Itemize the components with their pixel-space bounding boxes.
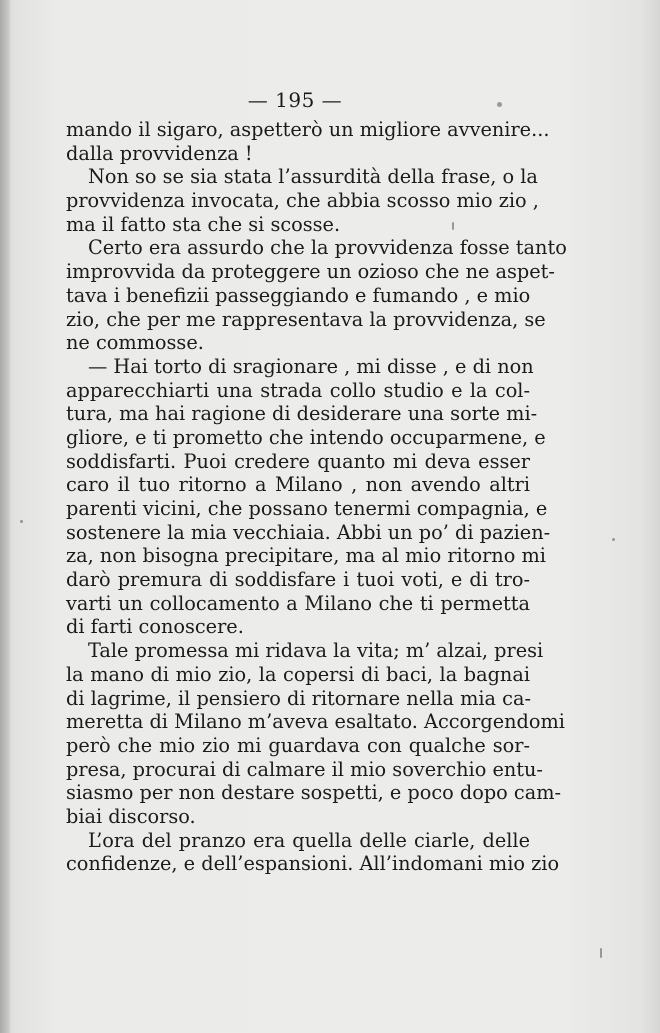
body-text <box>66 118 567 876</box>
text-line: di lagrime, il pensiero di ritornare nella mia ca- <box>66 686 531 710</box>
text-line: siasmo per non destare sospetti, e poco dopo cam- <box>66 781 562 805</box>
paper-speck <box>497 102 502 107</box>
text-line: sostenere la mia vecchiaia. Abbi un po’ di pazien- <box>66 520 551 544</box>
text-line: provvidenza invocata, che abbia scosso mio zio , <box>66 189 539 213</box>
text-line: però che mio zio mi guardava con qualche sor- <box>66 733 530 757</box>
text-line: di farti conoscere. <box>66 615 244 639</box>
paper-speck <box>612 538 615 541</box>
text-line: improvvida da proteggere un ozioso che ne aspet- <box>66 260 555 284</box>
text-line: soddisfarti. Puoi credere quanto mi deva esser <box>66 449 530 473</box>
text-line: darò premura di soddisfare i tuoi voti, e di tro- <box>66 568 530 592</box>
text-line: tura, ma hai ragione di desiderare una sorte mi- <box>66 402 538 426</box>
text-line: la mano di mio zio, la copersi di baci, la bagnai <box>66 662 530 686</box>
text-line: Non so se sia stata l’assurdità della frase, o la <box>88 165 538 189</box>
text-line: ne commosse. <box>66 331 204 355</box>
paper-speck <box>20 520 23 523</box>
text-line: caro il tuo ritorno a Milano , non avendo altri <box>66 473 530 497</box>
text-line: parenti vicini, che possano tenermi compagnia, e <box>66 497 548 520</box>
text-line: — Hai torto di sragionare , mi disse , e di non <box>88 354 534 378</box>
text-line: za, non bisogna precipitare, ma al mio ritorno mi <box>66 544 546 568</box>
text-line: dalla provvidenza ! <box>66 141 253 165</box>
text-line: tava i benefizii passeggiando e fumando , e mio <box>66 283 531 307</box>
text-line: apparecchiarti una strada collo studio e la col- <box>66 378 530 402</box>
text-line: Tale promessa mi ridava la vita; m’ alzai, presi <box>88 639 544 663</box>
text-line: mando il sigaro, aspetterò un migliore avvenire... <box>66 118 550 141</box>
text-line: biai discorso. <box>66 804 196 828</box>
text-line: meretta di Milano m’aveva esaltato. Accorgendomi <box>66 710 565 734</box>
text-line: zio, che per me rappresentava la provvidenza, se <box>66 307 546 331</box>
text-line: ma il fatto sta che si scosse. <box>66 212 341 236</box>
text-line: confidenze, e dell’espansioni. All’indomani mio zio <box>66 852 560 876</box>
text-line: presa, procurai di calmare il mio soverchio entu- <box>66 757 543 781</box>
page-number: — 195 — <box>247 88 343 112</box>
text-line: gliore, e ti prometto che intendo occuparmene, e <box>66 425 546 449</box>
text-line: varti un collocamento a Milano che ti permetta <box>66 591 530 615</box>
text-line: L’ora del pranzo era quella delle ciarle, delle <box>88 828 530 852</box>
text-line: Certo era assurdo che la provvidenza fosse tanto <box>88 236 567 260</box>
page-binding-shadow <box>0 0 10 1033</box>
paper-speck <box>600 948 602 958</box>
paper-speck <box>452 222 454 230</box>
